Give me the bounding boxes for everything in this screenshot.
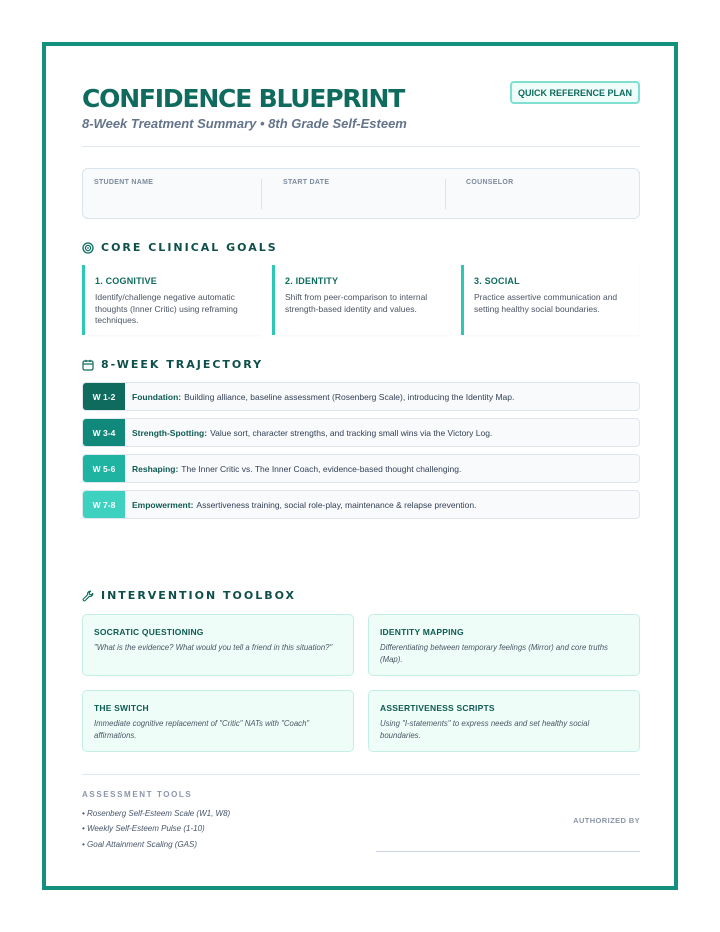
week-row bbox=[82, 454, 640, 483]
trajectory-heading-text: 8-WEEK TRAJECTORY bbox=[101, 358, 264, 371]
week-row bbox=[82, 382, 640, 411]
week-tag: W 1-2 bbox=[83, 383, 125, 410]
goals-heading-text: CORE CLINICAL GOALS bbox=[101, 241, 278, 254]
counselor-label: COUNSELOR bbox=[466, 179, 514, 186]
goal-card bbox=[272, 265, 450, 335]
goal-text: Shift from peer-comparison to internal strength-based identity and values. bbox=[285, 292, 428, 314]
tool-title: IDENTITY MAPPING bbox=[380, 627, 464, 637]
week-description bbox=[132, 383, 514, 410]
week-text: Building alliance, baseline assessment (Rosenberg Scale), introducing the Identity Map. bbox=[184, 391, 515, 402]
target-icon bbox=[82, 242, 94, 254]
tool-text: Using "I-statements" to express needs and set healthy social boundaries. bbox=[380, 719, 590, 740]
week-label: Strength-Spotting: bbox=[132, 427, 208, 438]
info-divider bbox=[261, 179, 262, 209]
tool-text: "What is the evidence? What would you tell a friend in this situation?" bbox=[94, 643, 333, 652]
assessment-item: • Weekly Self-Esteem Pulse (1-10) bbox=[82, 824, 205, 833]
goal-text: Identify/challenge negative automatic thoughts (Inner Critic) using reframing techniques. bbox=[95, 292, 238, 325]
week-tag: W 5-6 bbox=[83, 455, 125, 482]
week-label: Reshaping: bbox=[132, 463, 179, 474]
tool-title: THE SWITCH bbox=[94, 703, 149, 713]
week-text: Value sort, character strengths, and tracking small wins via the Victory Log. bbox=[210, 427, 493, 438]
toolbox-heading-text: INTERVENTION TOOLBOX bbox=[101, 589, 297, 602]
start-date-label: START DATE bbox=[283, 179, 330, 186]
student-name-label: STUDENT NAME bbox=[94, 179, 154, 186]
goal-card bbox=[461, 265, 639, 335]
goal-title: 2. IDENTITY bbox=[285, 276, 339, 286]
page-subtitle: 8-Week Treatment Summary • 8th Grade Self-Esteem bbox=[82, 116, 407, 131]
authorized-by-label: AUTHORIZED BY bbox=[573, 816, 640, 825]
header-divider bbox=[82, 146, 640, 147]
week-tag: W 3-4 bbox=[83, 419, 125, 446]
page-title: CONFIDENCE BLUEPRINT bbox=[82, 84, 405, 113]
week-text: The Inner Critic vs. The Inner Coach, evidence-based thought challenging. bbox=[181, 463, 462, 474]
week-description bbox=[132, 491, 476, 518]
assessment-item: • Goal Attainment Scaling (GAS) bbox=[82, 840, 197, 849]
tool-title: SOCRATIC QUESTIONING bbox=[94, 627, 204, 637]
week-row bbox=[82, 418, 640, 447]
document-frame bbox=[42, 42, 678, 890]
student-info-box bbox=[82, 168, 640, 219]
tool-card bbox=[368, 614, 640, 676]
assessment-item: • Rosenberg Self-Esteem Scale (W1, W8) bbox=[82, 809, 231, 818]
quick-reference-badge: QUICK REFERENCE PLAN bbox=[510, 81, 640, 104]
week-description bbox=[132, 455, 461, 482]
week-description bbox=[132, 419, 492, 446]
toolbox-heading bbox=[82, 589, 296, 602]
week-text: Assertiveness training, social role-play, maintenance & relapse prevention. bbox=[196, 499, 477, 510]
goal-card bbox=[82, 265, 260, 335]
week-tag: W 7-8 bbox=[83, 491, 125, 518]
wrench-icon bbox=[82, 590, 94, 602]
signature-line bbox=[376, 851, 640, 852]
assessment-heading: ASSESSMENT TOOLS bbox=[82, 790, 193, 799]
trajectory-heading bbox=[82, 358, 263, 371]
footer-divider bbox=[82, 774, 640, 775]
week-label: Empowerment: bbox=[132, 499, 194, 510]
tool-title: ASSERTIVENESS SCRIPTS bbox=[380, 703, 495, 713]
tool-text: Immediate cognitive replacement of "Critic" NATs with "Coach" affirmations. bbox=[94, 719, 310, 740]
tool-card bbox=[82, 690, 354, 752]
tool-card bbox=[82, 614, 354, 676]
goals-heading bbox=[82, 241, 278, 254]
goal-title: 1. COGNITIVE bbox=[95, 276, 157, 286]
goal-text: Practice assertive communication and setting healthy social boundaries. bbox=[474, 292, 618, 314]
week-label: Foundation: bbox=[132, 391, 182, 402]
week-row bbox=[82, 490, 640, 519]
tool-text: Differentiating between temporary feelings (Mirror) and core truths (Map). bbox=[380, 643, 608, 664]
tool-card bbox=[368, 690, 640, 752]
info-divider bbox=[445, 179, 446, 209]
calendar-icon bbox=[82, 359, 94, 371]
goal-title: 3. SOCIAL bbox=[474, 276, 520, 286]
